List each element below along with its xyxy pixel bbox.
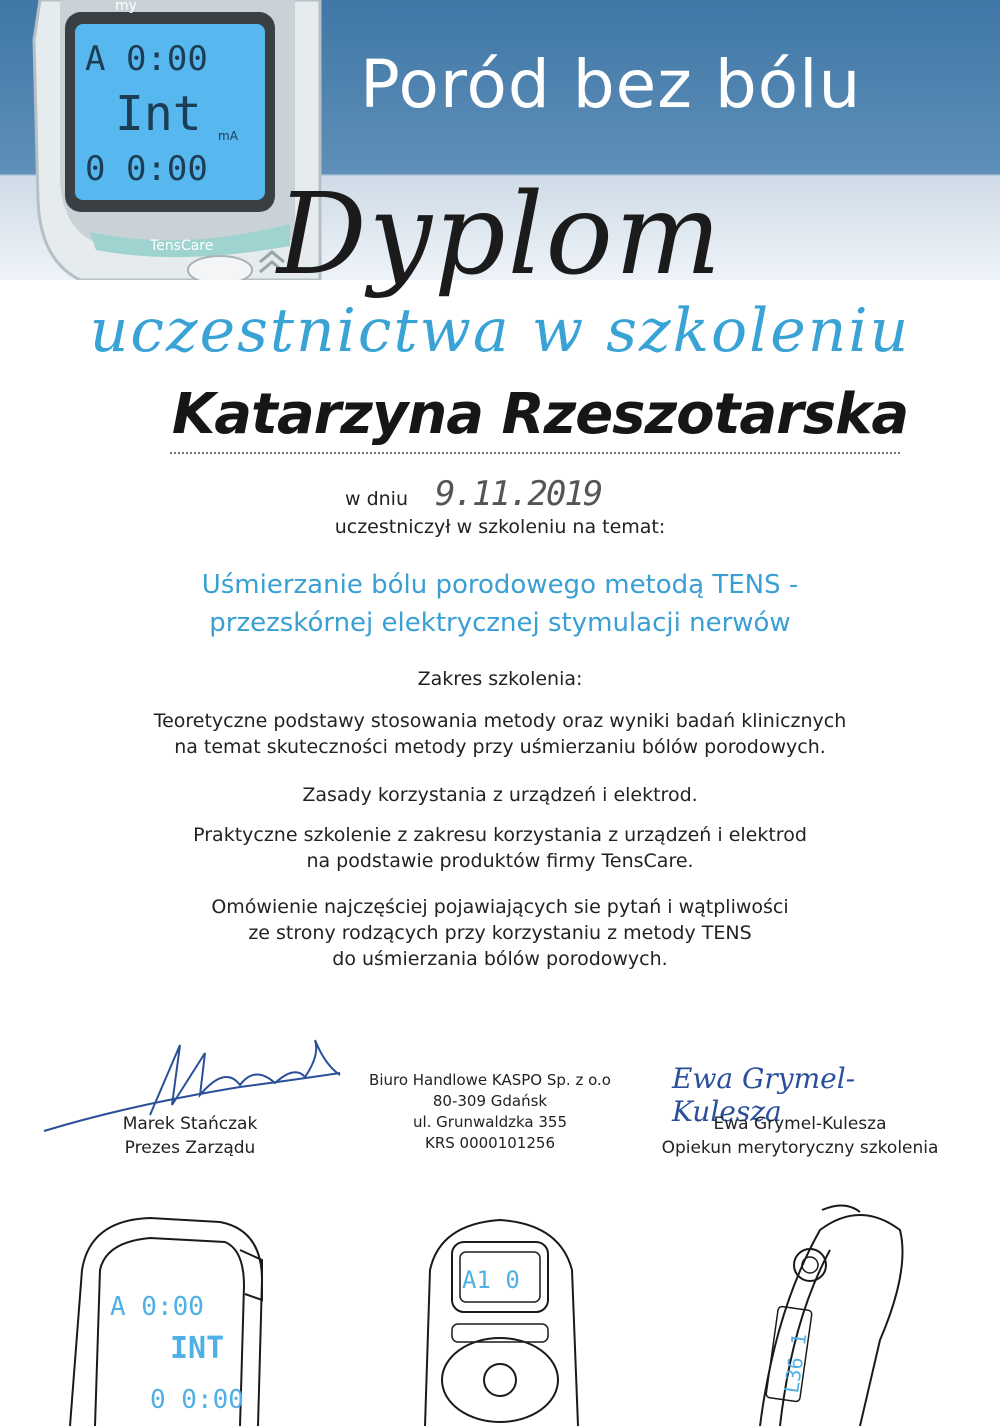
diploma-subtitle: uczestnictwa w szkoleniu: [89, 296, 911, 366]
bottom-device-illustrations: [0, 1190, 1000, 1426]
device-lcd-line1: A 0:00: [85, 39, 208, 79]
left-signatory: [80, 1112, 300, 1160]
participant-name: Katarzyna Rzeszotarska: [171, 382, 909, 447]
date-value: 9.11.2019: [435, 474, 602, 514]
scope-item: [60, 782, 940, 808]
scope-item-line: Omówienie najczęściej pojawiających sie pytań i wątpliwości: [211, 896, 789, 918]
diploma-title: Dyplom: [276, 170, 724, 300]
scope-item-line: na temat skuteczności metody przy uśmierzaniu bólów porodowych.: [174, 736, 826, 758]
page-title: Poród bez bólu: [360, 46, 862, 123]
scope-item-line: do uśmierzania bólów porodowych.: [332, 948, 668, 970]
right-signature-scribble: Ewa Grymel- Kulesza: [672, 1062, 856, 1128]
bottom-device3-line1: L36 1: [779, 1331, 812, 1395]
device-brand-label: TensCare: [150, 238, 214, 254]
right-signatory-name: Ewa Grymel-Kulesza: [713, 1114, 887, 1134]
training-topic: [0, 566, 1000, 642]
scope-item-line: Praktyczne szkolenie z zakresu korzystania z urządzeń i elektrod: [193, 824, 807, 846]
device-lcd-line2: Int: [115, 86, 202, 142]
bottom-device2-line1: A1 0: [462, 1266, 520, 1294]
scope-title: Zakres szkolenia:: [417, 668, 583, 690]
bottom-device1-line1: A 0:00: [110, 1292, 204, 1322]
date-label: w dniu: [345, 488, 409, 510]
scope-item-line: ze strony rodzących przy korzystaniu z metody TENS: [248, 922, 752, 944]
bottom-device1-line2: INT: [170, 1331, 225, 1366]
scope-item-line: na podstawie produktów firmy TensCare.: [306, 850, 694, 872]
svg-text:my: my: [115, 0, 137, 14]
left-signatory-name: Marek Stańczak: [122, 1114, 258, 1134]
device-lcd-unit: mA: [218, 129, 238, 143]
name-dotted-line: [170, 452, 900, 454]
left-signatory-role: Prezes Zarządu: [124, 1138, 256, 1158]
company-address: [340, 1070, 640, 1154]
scope-item: [60, 708, 940, 760]
company-line-1: Biuro Handlowe KASPO Sp. z o.o: [369, 1071, 611, 1089]
company-line-2: 80-309 Gdańsk: [432, 1092, 548, 1110]
device-lcd-line3: 0 0:00: [85, 149, 208, 189]
scope-item-line: Zasady korzystania z urządzeń i elektrod.: [302, 784, 698, 806]
topic-line-2: przezskórnej elektrycznej stymulacji nerwów: [209, 608, 791, 638]
scope-item: [60, 894, 940, 972]
scope-item-line: Teoretyczne podstawy stosowania metody oraz wyniki badań klinicznych: [153, 710, 847, 732]
bottom-device1-line3: 0 0:00: [150, 1385, 244, 1415]
company-line-4: KRS 0000101256: [425, 1134, 555, 1152]
company-line-3: ul. Grunwaldzka 355: [412, 1113, 568, 1131]
scope-item: [60, 822, 940, 874]
right-signatory: [640, 1112, 960, 1160]
right-signatory-role: Opiekun merytoryczny szkolenia: [661, 1138, 939, 1158]
topic-line-1: Uśmierzanie bólu porodowego metodą TENS -: [201, 570, 799, 600]
participated-text: uczestniczył w szkoleniu na temat:: [334, 516, 666, 538]
